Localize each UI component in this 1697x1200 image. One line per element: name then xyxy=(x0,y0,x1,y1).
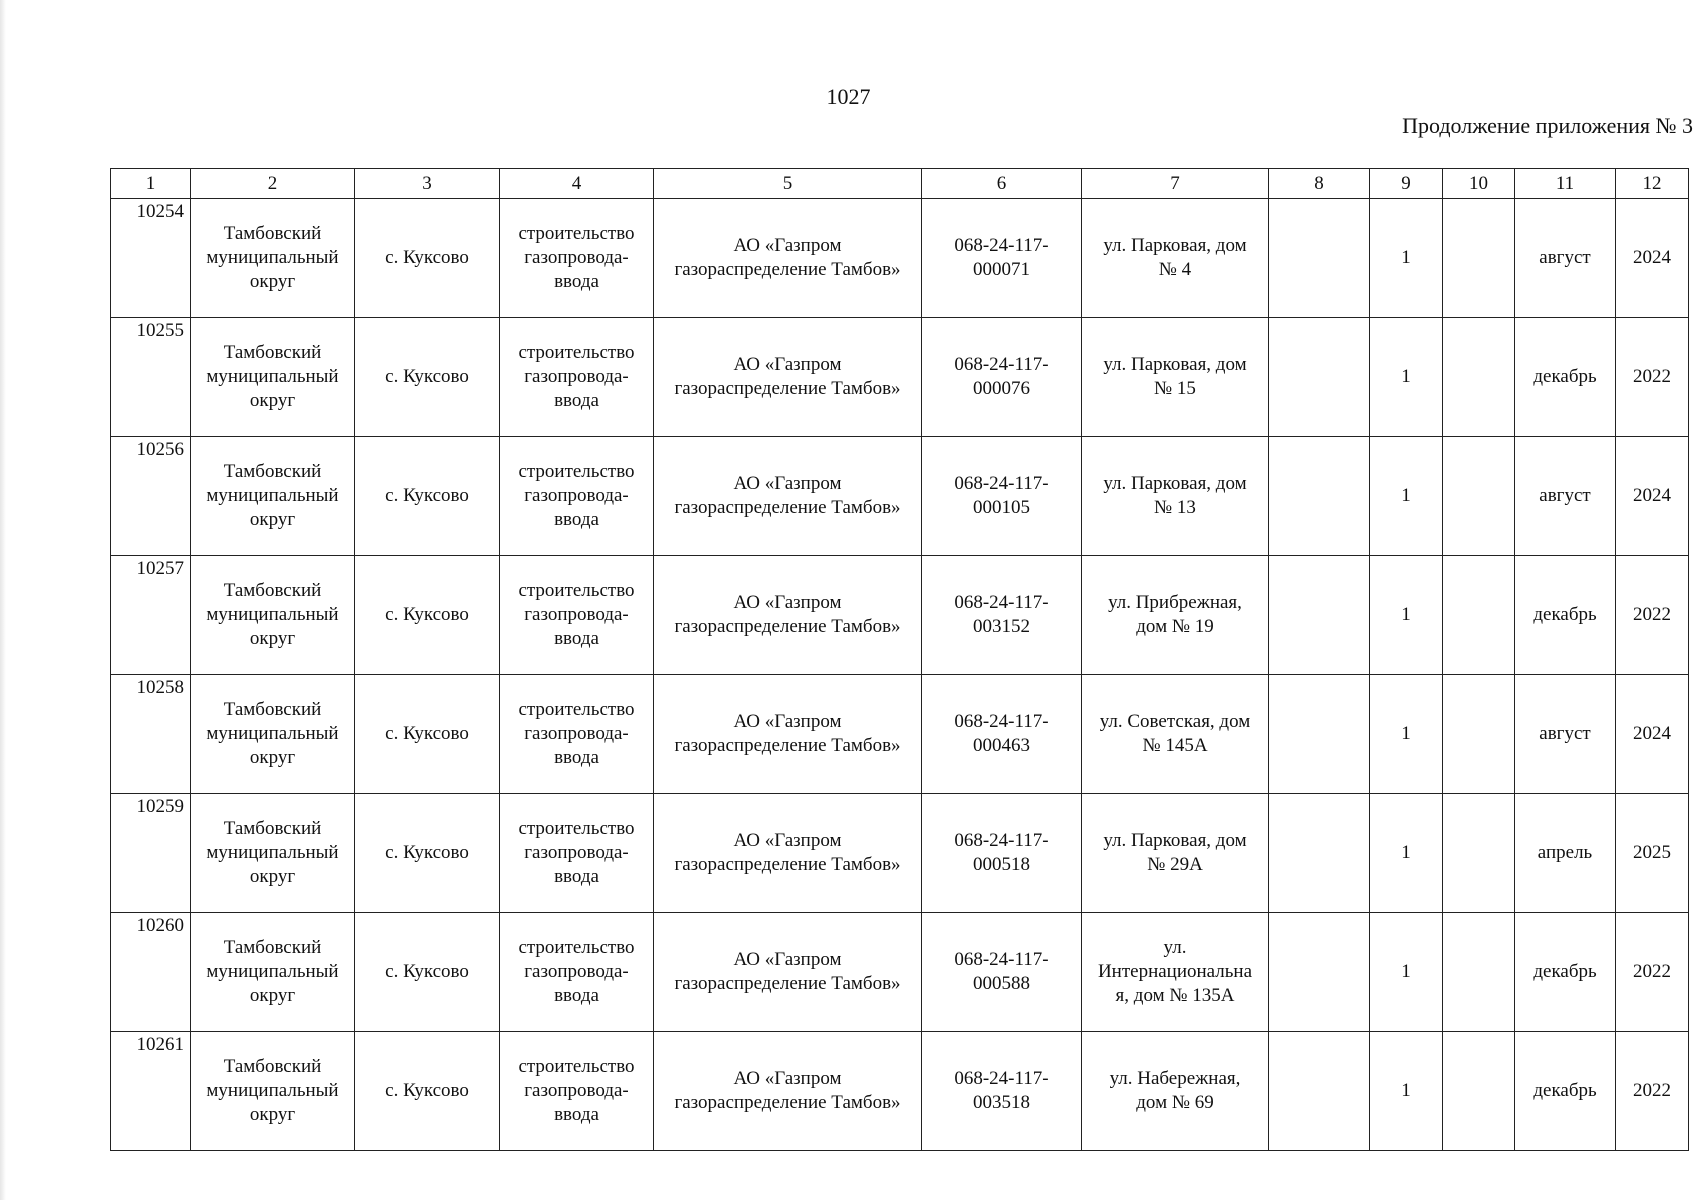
organization-cell xyxy=(654,675,922,794)
year-cell: 2024 xyxy=(1616,675,1689,794)
cell-text-line: № 145А xyxy=(1142,735,1208,756)
month-cell: декабрь xyxy=(1515,913,1616,1032)
column-8-cell xyxy=(1269,913,1370,1032)
cell-text-line: газопровода- xyxy=(524,961,629,982)
cell-text-line: муниципальный xyxy=(206,723,339,744)
column-10-cell xyxy=(1443,794,1515,913)
cell-text-line: округ xyxy=(249,509,296,530)
cell-text-line: Тамбовский xyxy=(223,699,322,720)
cell-text-line: Тамбовский xyxy=(223,580,322,601)
cell-text-line: строительство xyxy=(518,818,635,839)
cell-text-line: округ xyxy=(249,866,296,887)
cell-text-line: округ xyxy=(249,390,296,411)
row-number-cell: 10257 xyxy=(111,556,191,675)
organization-cell xyxy=(654,437,922,556)
cell-text-line: Тамбовский xyxy=(223,223,322,244)
cell-text-line: ввода xyxy=(554,271,599,292)
cell-text-line: Тамбовский xyxy=(223,342,322,363)
column-8-cell xyxy=(1269,675,1370,794)
address-cell xyxy=(1082,794,1269,913)
quantity-cell: 1 xyxy=(1370,675,1443,794)
cell-text-line: 068-24-117- xyxy=(954,1068,1049,1089)
address-cell xyxy=(1082,437,1269,556)
locality-cell: с. Куксово xyxy=(355,437,500,556)
column-8-cell xyxy=(1269,437,1370,556)
registry-table-body xyxy=(111,199,1689,1151)
object-code-cell xyxy=(922,437,1082,556)
column-10-cell xyxy=(1443,199,1515,318)
column-10-cell xyxy=(1443,1032,1515,1151)
cell-text-line: № 15 xyxy=(1154,378,1196,399)
month-cell: апрель xyxy=(1515,794,1616,913)
row-number-cell: 10256 xyxy=(111,437,191,556)
cell-text-line: ввода xyxy=(554,866,599,887)
row-number-cell: 10255 xyxy=(111,318,191,437)
work-type-cell xyxy=(500,675,654,794)
scan-edge xyxy=(0,0,6,1200)
cell-text-line: строительство xyxy=(518,580,635,601)
month-cell: август xyxy=(1515,437,1616,556)
cell-text-line: АО «Газпром xyxy=(733,711,842,732)
cell-text-line: АО «Газпром xyxy=(733,235,842,256)
cell-text-line: ввода xyxy=(554,747,599,768)
district-cell xyxy=(191,556,355,675)
address-cell xyxy=(1082,675,1269,794)
cell-text-line: дом № 69 xyxy=(1136,1092,1214,1113)
column-header: 1 xyxy=(111,169,191,199)
cell-text-line: строительство xyxy=(518,699,635,720)
cell-text-line: 000071 xyxy=(973,259,1030,280)
work-type-cell xyxy=(500,199,654,318)
cell-text-line: Тамбовский xyxy=(223,818,322,839)
column-header: 6 xyxy=(922,169,1082,199)
object-code-cell xyxy=(922,318,1082,437)
column-10-cell xyxy=(1443,675,1515,794)
column-number-row xyxy=(111,169,1689,199)
cell-text-line: ул. xyxy=(1163,937,1187,958)
cell-text-line: ввода xyxy=(554,985,599,1006)
cell-text-line: ул. Парковая, дом xyxy=(1103,354,1247,375)
cell-text-line: муниципальный xyxy=(206,604,339,625)
address-cell xyxy=(1082,913,1269,1032)
year-cell: 2022 xyxy=(1616,318,1689,437)
cell-text-line: строительство xyxy=(518,1056,635,1077)
cell-text-line: муниципальный xyxy=(206,1080,339,1101)
object-code-cell xyxy=(922,913,1082,1032)
column-header: 9 xyxy=(1370,169,1443,199)
locality-cell: с. Куксово xyxy=(355,556,500,675)
district-cell xyxy=(191,199,355,318)
cell-text-line: 003518 xyxy=(973,1092,1030,1113)
year-cell: 2024 xyxy=(1616,199,1689,318)
object-code-cell xyxy=(922,556,1082,675)
organization-cell xyxy=(654,794,922,913)
cell-text-line: муниципальный xyxy=(206,366,339,387)
district-cell xyxy=(191,1032,355,1151)
cell-text-line: округ xyxy=(249,985,296,1006)
column-10-cell xyxy=(1443,913,1515,1032)
cell-text-line: округ xyxy=(249,1104,296,1125)
work-type-cell xyxy=(500,913,654,1032)
cell-text-line: ввода xyxy=(554,509,599,530)
address-cell xyxy=(1082,556,1269,675)
organization-cell xyxy=(654,556,922,675)
cell-text-line: газопровода- xyxy=(524,1080,629,1101)
quantity-cell: 1 xyxy=(1370,437,1443,556)
cell-text-line: 068-24-117- xyxy=(954,354,1049,375)
column-8-cell xyxy=(1269,794,1370,913)
cell-text-line: округ xyxy=(249,628,296,649)
column-8-cell xyxy=(1269,199,1370,318)
cell-text-line: ввода xyxy=(554,628,599,649)
work-type-cell xyxy=(500,556,654,675)
work-type-cell xyxy=(500,794,654,913)
cell-text-line: строительство xyxy=(518,461,635,482)
column-header: 8 xyxy=(1269,169,1370,199)
cell-text-line: № 4 xyxy=(1158,259,1192,280)
page-number: 1027 xyxy=(826,84,871,109)
locality-cell: с. Куксово xyxy=(355,675,500,794)
cell-text-line: газораспределение Тамбов» xyxy=(674,497,901,518)
cell-text-line: газораспределение Тамбов» xyxy=(674,378,901,399)
appendix-continuation-label: Продолжение приложения № 3 xyxy=(1402,113,1693,138)
cell-text-line: газопровода- xyxy=(524,604,629,625)
quantity-cell: 1 xyxy=(1370,913,1443,1032)
object-code-cell xyxy=(922,1032,1082,1151)
district-cell xyxy=(191,794,355,913)
year-cell: 2022 xyxy=(1616,913,1689,1032)
object-code-cell xyxy=(922,199,1082,318)
column-8-cell xyxy=(1269,1032,1370,1151)
quantity-cell: 1 xyxy=(1370,199,1443,318)
cell-text-line: ввода xyxy=(554,390,599,411)
cell-text-line: строительство xyxy=(518,937,635,958)
cell-text-line: муниципальный xyxy=(206,247,339,268)
column-10-cell xyxy=(1443,437,1515,556)
column-8-cell xyxy=(1269,556,1370,675)
cell-text-line: АО «Газпром xyxy=(733,473,842,494)
column-header: 3 xyxy=(355,169,500,199)
cell-text-line: газопровода- xyxy=(524,723,629,744)
object-code-cell xyxy=(922,675,1082,794)
year-cell: 2022 xyxy=(1616,556,1689,675)
quantity-cell: 1 xyxy=(1370,318,1443,437)
district-cell xyxy=(191,675,355,794)
cell-text-line: 000076 xyxy=(973,378,1030,399)
column-header: 2 xyxy=(191,169,355,199)
cell-text-line: округ xyxy=(249,271,296,292)
locality-cell: с. Куксово xyxy=(355,794,500,913)
cell-text-line: строительство xyxy=(518,342,635,363)
cell-text-line: газораспределение Тамбов» xyxy=(674,1092,901,1113)
cell-text-line: 000105 xyxy=(973,497,1030,518)
cell-text-line: газораспределение Тамбов» xyxy=(674,259,901,280)
cell-text-line: Тамбовский xyxy=(223,937,322,958)
table-row xyxy=(111,556,1689,675)
cell-text-line: газопровода- xyxy=(524,842,629,863)
year-cell: 2025 xyxy=(1616,794,1689,913)
organization-cell xyxy=(654,913,922,1032)
registry-table xyxy=(110,168,1689,1151)
locality-cell: с. Куксово xyxy=(355,318,500,437)
column-header: 4 xyxy=(500,169,654,199)
month-cell: декабрь xyxy=(1515,1032,1616,1151)
cell-text-line: газопровода- xyxy=(524,366,629,387)
quantity-cell: 1 xyxy=(1370,794,1443,913)
table-row xyxy=(111,318,1689,437)
year-cell: 2024 xyxy=(1616,437,1689,556)
object-code-cell xyxy=(922,794,1082,913)
column-header: 12 xyxy=(1616,169,1689,199)
cell-text-line: ул. Парковая, дом xyxy=(1103,473,1247,494)
cell-text-line: 068-24-117- xyxy=(954,711,1049,732)
cell-text-line: АО «Газпром xyxy=(733,592,842,613)
table-row xyxy=(111,913,1689,1032)
column-header: 5 xyxy=(654,169,922,199)
row-number-cell: 10258 xyxy=(111,675,191,794)
cell-text-line: муниципальный xyxy=(206,961,339,982)
cell-text-line: 003152 xyxy=(973,616,1030,637)
year-cell: 2022 xyxy=(1616,1032,1689,1151)
cell-text-line: АО «Газпром xyxy=(733,354,842,375)
month-cell: декабрь xyxy=(1515,556,1616,675)
cell-text-line: 068-24-117- xyxy=(954,592,1049,613)
cell-text-line: строительство xyxy=(518,223,635,244)
row-number-cell: 10261 xyxy=(111,1032,191,1151)
work-type-cell xyxy=(500,318,654,437)
table-row xyxy=(111,675,1689,794)
cell-text-line: АО «Газпром xyxy=(733,949,842,970)
cell-text-line: 068-24-117- xyxy=(954,949,1049,970)
district-cell xyxy=(191,913,355,1032)
quantity-cell: 1 xyxy=(1370,1032,1443,1151)
district-cell xyxy=(191,318,355,437)
column-10-cell xyxy=(1443,318,1515,437)
table-row xyxy=(111,437,1689,556)
month-cell: декабрь xyxy=(1515,318,1616,437)
cell-text-line: ул. Советская, дом xyxy=(1099,711,1251,732)
cell-text-line: дом № 19 xyxy=(1136,616,1214,637)
locality-cell: с. Куксово xyxy=(355,1032,500,1151)
organization-cell xyxy=(654,199,922,318)
locality-cell: с. Куксово xyxy=(355,913,500,1032)
cell-text-line: Тамбовский xyxy=(223,1056,322,1077)
table-row xyxy=(111,794,1689,913)
cell-text-line: 000518 xyxy=(973,854,1030,875)
organization-cell xyxy=(654,318,922,437)
district-cell xyxy=(191,437,355,556)
column-header: 7 xyxy=(1082,169,1269,199)
table-row xyxy=(111,199,1689,318)
table-row xyxy=(111,1032,1689,1151)
row-number-cell: 10254 xyxy=(111,199,191,318)
cell-text-line: АО «Газпром xyxy=(733,1068,842,1089)
cell-text-line: ул. Парковая, дом xyxy=(1103,235,1247,256)
cell-text-line: ул. Парковая, дом xyxy=(1103,830,1247,851)
cell-text-line: газораспределение Тамбов» xyxy=(674,616,901,637)
cell-text-line: ввода xyxy=(554,1104,599,1125)
cell-text-line: 068-24-117- xyxy=(954,235,1049,256)
cell-text-line: 000463 xyxy=(973,735,1030,756)
locality-cell: с. Куксово xyxy=(355,199,500,318)
cell-text-line: газопровода- xyxy=(524,247,629,268)
cell-text-line: № 29А xyxy=(1147,854,1203,875)
cell-text-line: газопровода- xyxy=(524,485,629,506)
cell-text-line: Тамбовский xyxy=(223,461,322,482)
work-type-cell xyxy=(500,1032,654,1151)
address-cell xyxy=(1082,1032,1269,1151)
cell-text-line: ул. Прибрежная, xyxy=(1108,592,1242,613)
cell-text-line: ул. Набережная, xyxy=(1109,1068,1241,1089)
cell-text-line: 000588 xyxy=(973,973,1030,994)
cell-text-line: я, дом № 135А xyxy=(1115,985,1235,1006)
cell-text-line: газораспределение Тамбов» xyxy=(674,973,901,994)
cell-text-line: газораспределение Тамбов» xyxy=(674,735,901,756)
column-10-cell xyxy=(1443,556,1515,675)
cell-text-line: 068-24-117- xyxy=(954,473,1049,494)
cell-text-line: АО «Газпром xyxy=(733,830,842,851)
row-number-cell: 10259 xyxy=(111,794,191,913)
column-8-cell xyxy=(1269,318,1370,437)
address-cell xyxy=(1082,318,1269,437)
cell-text-line: Интернациональна xyxy=(1097,961,1253,982)
organization-cell xyxy=(654,1032,922,1151)
month-cell: август xyxy=(1515,199,1616,318)
cell-text-line: округ xyxy=(249,747,296,768)
cell-text-line: № 13 xyxy=(1154,497,1196,518)
column-header: 11 xyxy=(1515,169,1616,199)
work-type-cell xyxy=(500,437,654,556)
column-header: 10 xyxy=(1443,169,1515,199)
quantity-cell: 1 xyxy=(1370,556,1443,675)
month-cell: август xyxy=(1515,675,1616,794)
address-cell xyxy=(1082,199,1269,318)
cell-text-line: газораспределение Тамбов» xyxy=(674,854,901,875)
cell-text-line: муниципальный xyxy=(206,485,339,506)
cell-text-line: муниципальный xyxy=(206,842,339,863)
row-number-cell: 10260 xyxy=(111,913,191,1032)
cell-text-line: 068-24-117- xyxy=(954,830,1049,851)
